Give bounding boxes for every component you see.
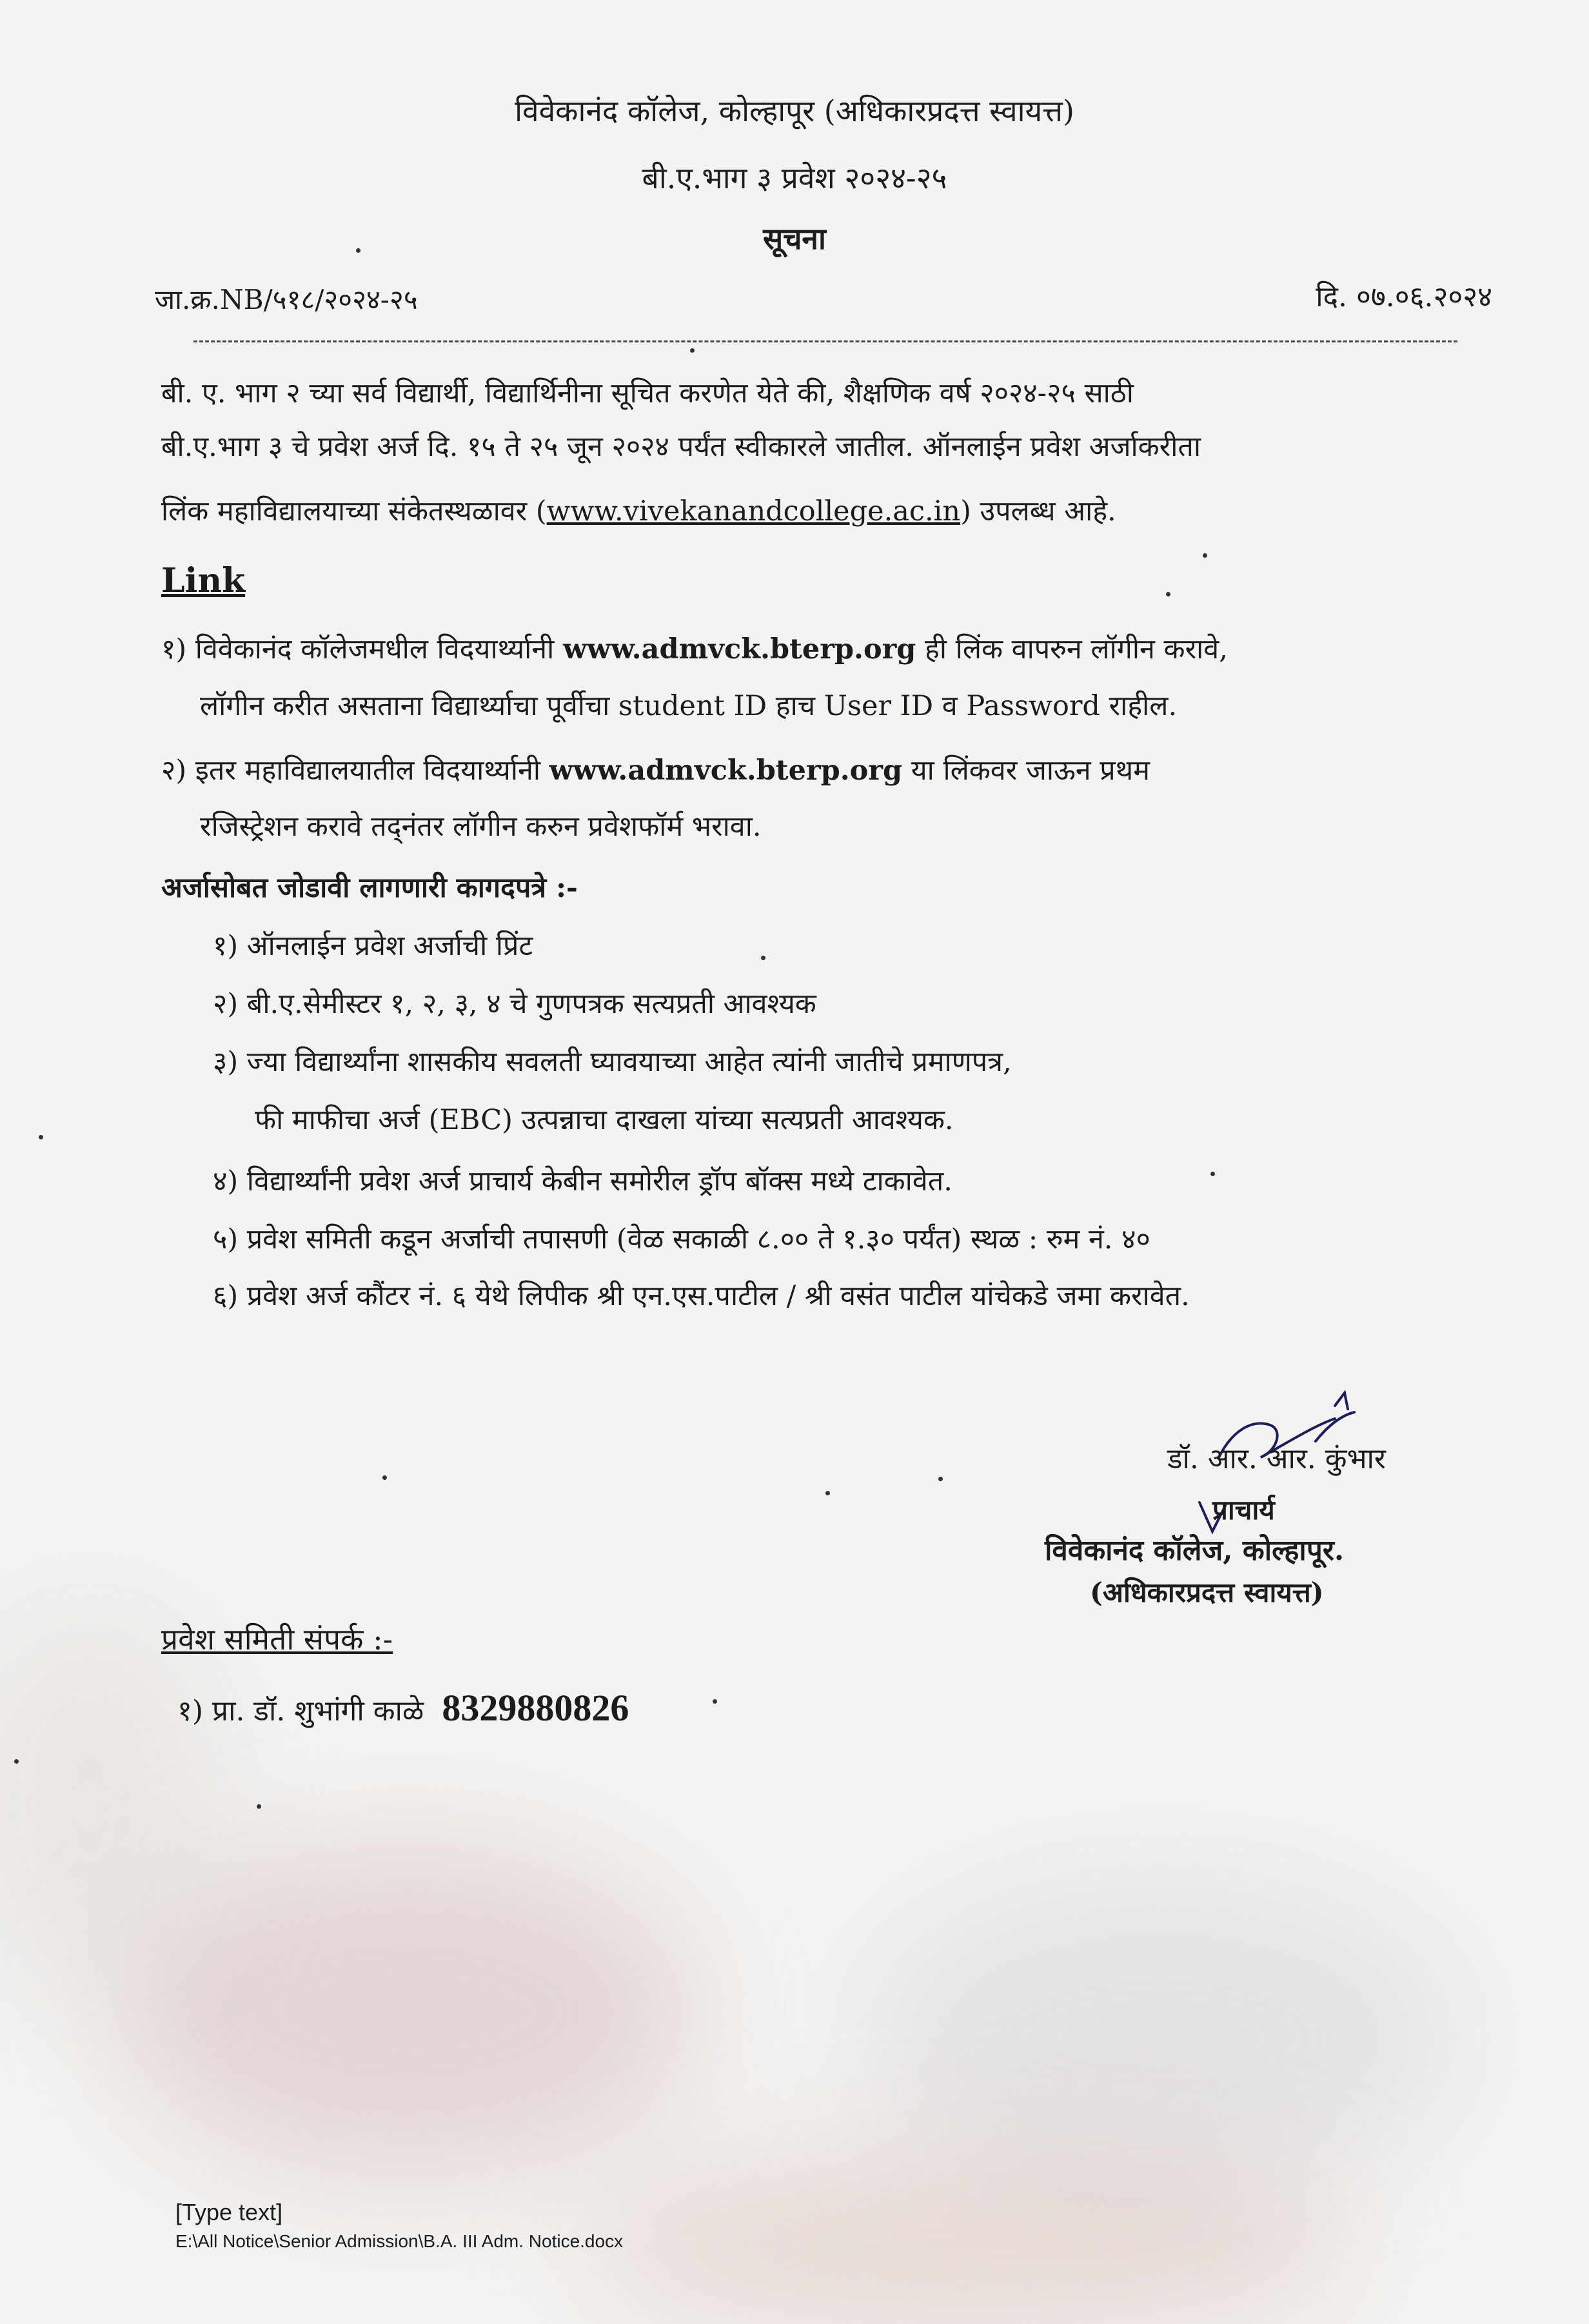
link-item-2-suffix: या लिंकवर जाऊन प्रथम [902,754,1150,787]
footer-file-path: E:\All Notice\Senior Admission\B.A. III Adm. Notice.docx [175,2231,624,2251]
admission-portal-link[interactable]: www.admvck.bterp.org [562,633,916,665]
paper-speck [14,1759,19,1764]
link-item-2-prefix: २) इतर महाविद्यालयातील विदयार्थ्यानी [161,754,549,787]
document-item: २) बी.ए.सेमीस्टर १, २, ३, ४ चे गुणपत्रक सत्यप्रती आवश्यक [213,988,816,1020]
signatory-designation: प्राचार्य [1212,1494,1275,1526]
document-item: ४) विद्यार्थ्यांनी प्रवेश अर्ज प्राचार्य केबीन समोरील ड्रॉप बॉक्स मध्ये टाकावेत. [213,1165,952,1197]
paper-speck [825,1491,830,1495]
signatory-autonomy: (अधिकारप्रदत्त स्वायत्त) [1090,1577,1324,1608]
intro-line-3-prefix: लिंक महाविद्यालयाच्या संकेतस्थळावर ( [161,495,547,527]
paper-speck [1210,1172,1215,1176]
document-item: ३) ज्या विद्यार्थ्यांना शासकीय सवलती घ्यावयाच्या आहेत त्यांनी जातीचे प्रमाणपत्र, [213,1046,1012,1078]
paper-speck [382,1475,387,1480]
paper-speck [356,248,360,253]
paper-speck [761,956,765,960]
document-item: १) ऑनलाईन प्रवेश अर्जाची प्रिंट [213,930,533,962]
link-item-1-suffix: ही लिंक वापरुन लॉगीन करावे, [916,633,1228,665]
contact-item-1 [177,1686,629,1729]
notice-date: दि. ०७.०६.२०२४ [1316,281,1492,313]
reference-number: जा.क्र.NB/५१८/२०२४-२५ [155,284,418,315]
link-item-1-prefix: १) विवेकानंद कॉलेजमधील विदयार्थ्यानी [161,633,563,665]
college-name: विवेकानंद कॉलेज, कोल्हापूर (अधिकारप्रदत्त स्वायत्त) [515,94,1074,128]
link-item-1 [161,629,1228,667]
footer-type-text: [Type text] [175,2199,283,2225]
paper-speck [1166,592,1170,596]
document-item: ५) प्रवेश समिती कडून अर्जाची तपासणी (वेळ सकाळी ८.०० ते १.३० पर्यंत) स्थळ : रुम नं. ४० [213,1223,1150,1256]
paper-speck [257,1804,261,1809]
notice-title: सूचना [763,221,826,256]
link-heading: Link [161,561,246,600]
admission-portal-link[interactable]: www.admvck.bterp.org [549,754,903,787]
dashed-divider [193,340,1457,342]
paper-speck [713,1699,717,1704]
contact-heading: प्रवेश समिती संपर्क :- [161,1622,393,1657]
college-website-link[interactable]: www.vivekanandcollege.ac.in [546,495,961,527]
contact-phone: 8329880826 [442,1687,629,1729]
paper-speck [1203,553,1207,558]
documents-heading: अर्जासोबत जोडावी लागणारी कागदपत्रे :- [161,872,578,904]
signatory-name: डॉ. आर. आर. कुंभार [1167,1443,1386,1475]
paper-speck [938,1477,943,1481]
notice-subject: बी.ए.भाग ३ प्रवेश २०२४-२५ [642,161,947,195]
link-item-2-line-2: रजिस्ट्रेशन करावे तद्नंतर लॉगीन करुन प्रवेशफॉर्म भरावा. [200,811,762,843]
intro-line-2: बी.ए.भाग ३ चे प्रवेश अर्ज दि. १५ ते २५ जून २०२४ पर्यंत स्वीकारले जातील. ऑनलाईन प्रवेश अर्जाकरीता [161,431,1201,463]
contact-name: १) प्रा. डॉ. शुभांगी काळे [177,1695,424,1728]
document-item: ६) प्रवेश अर्ज कौंटर नं. ६ येथे लिपीक श्री एन.एस.पाटील / श्री वसंत पाटील यांचेकडे जमा करावेत. [213,1280,1190,1312]
intro-line-3 [161,495,1499,529]
document-item: फी माफीचा अर्ज (EBC) उत्पन्नाचा दाखला यांच्या सत्यप्रती आवश्यक. [255,1104,954,1136]
intro-line-1: बी. ए. भाग २ च्या सर्व विद्यार्थी, विद्यार्थिनीना सूचित करणेत येते की, शैक्षणिक वर्ष २०२४-२५ साठी [161,377,1134,409]
link-item-1-line-2: लॉगीन करीत असताना विद्यार्थ्याचा पूर्वीचा student ID हाच User ID व Password राहील. [200,690,1178,722]
link-item-2 [161,750,1150,788]
paper-speck [690,348,695,353]
paper-speck [39,1135,43,1139]
intro-line-3-suffix: ) उपलब्ध आहे. [960,495,1116,527]
signatory-college: विवेकानंद कॉलेज, कोल्हापूर. [1045,1534,1345,1567]
paper-smudge [871,1883,1451,2192]
